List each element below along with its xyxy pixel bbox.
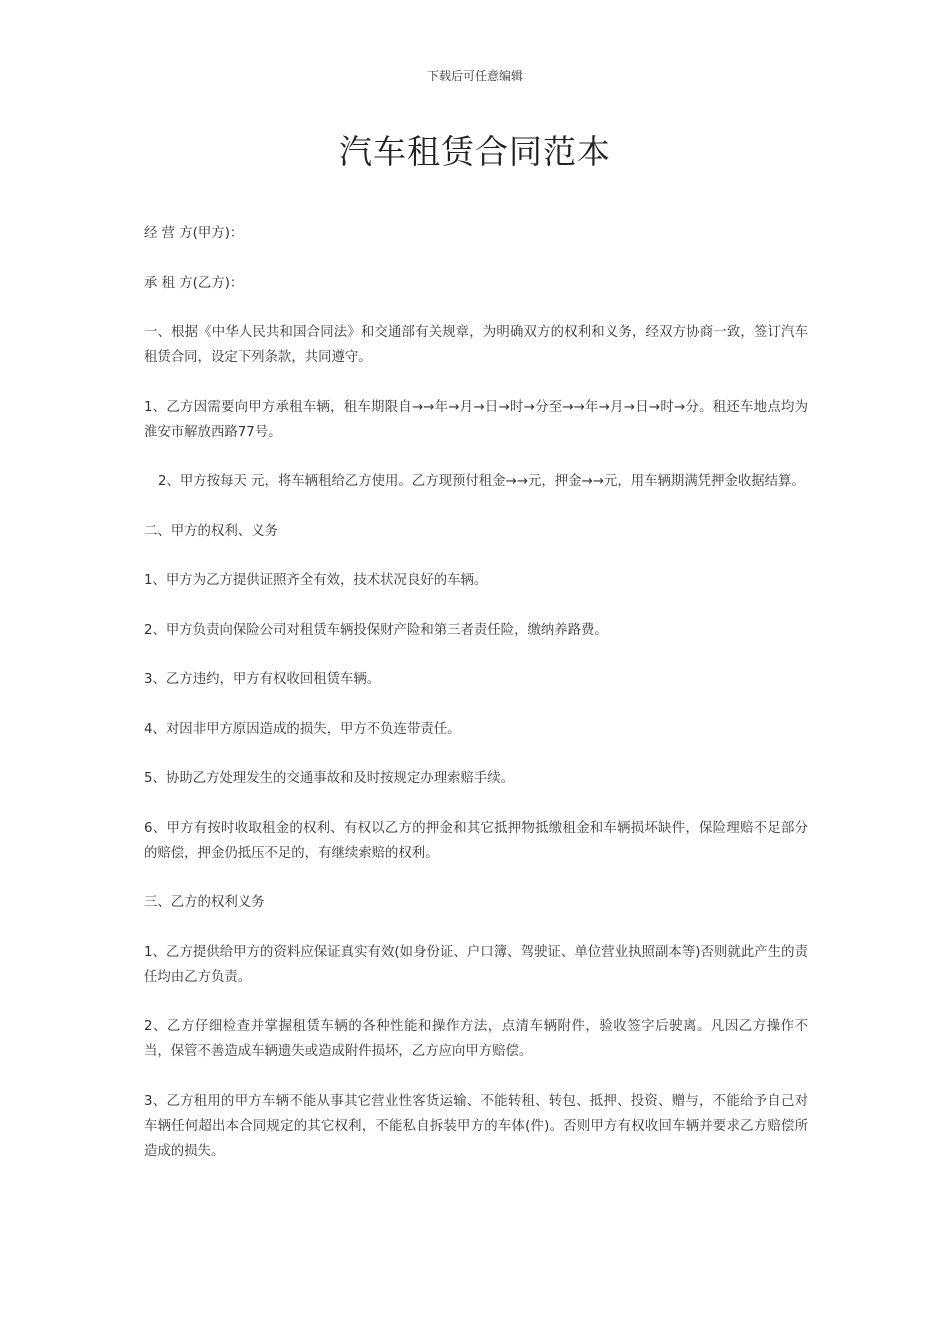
section-1-item-1: 1、乙方因需要向甲方承租车辆，租车期限自→→年→月→日→时→分至→→年→月→日→时→分。租还车地点均为淮安市解放西路77号。 [144, 399, 808, 440]
section-3-item-2: 2、乙方仔细检查并掌握租赁车辆的各种性能和操作方法，点清车辆附件，验收签字后驶离。凡因乙方操作不当，保管不善造成车辆遗失或造成附件损坏，乙方应向甲方赔偿。 [144, 1019, 808, 1059]
document-title: 汽车租赁合同范本 [339, 132, 611, 171]
party-a-line: 经 营 方(甲方)： [144, 226, 244, 241]
section-2-item-2: 2、甲方负责向保险公司对租赁车辆投保财产险和第三者责任险，缴纳养路费。 [144, 622, 608, 638]
section-2-item-1: 1、甲方为乙方提供证照齐全有效，技术状况良好的车辆。 [144, 573, 488, 588]
section-3-item-1: 1、乙方提供给甲方的资料应保证真实有效(如身份证、户口簿、驾驶证、单位营业执照副本等)否则就此产生的责任均由乙方负责。 [144, 944, 808, 985]
section-2-item-4: 4、对因非甲方原因造成的损失，甲方不负连带责任。 [144, 721, 461, 737]
section-2-item-6: 6、甲方有按时收取租金的权利、有权以乙方的押金和其它抵押物抵缴租金和车辆损坏缺件，保险理赔不足部分的赔偿，押金仍抵压不足的，有继续索赔的权利。 [144, 820, 808, 861]
header-note: 下载后可任意编辑 [426, 69, 523, 83]
section-2-item-3: 3、乙方违约，甲方有权收回租赁车辆。 [144, 672, 381, 687]
section-2-heading: 二、甲方的权利、义务 [144, 523, 278, 539]
section-2-item-5: 5、协助乙方处理发生的交通事故和及时按规定办理索赔手续。 [144, 771, 515, 786]
section-3-item-3: 3、乙方租用的甲方车辆不能从事其它营业性客货运输、不能转租、转包、抵押、投资、赠与，不能给予自己对车辆任何超出本合同规定的其它权利，不能私自拆装甲方的车体(件)。否则甲方有权收回车辆并要求乙方赔偿所造成的损失。 [144, 1093, 808, 1159]
party-b-line: 承 租 方(乙方)： [144, 275, 244, 291]
section-1-item-2: 2、甲方按每天 元，将车辆租给乙方使用。乙方现预付租金→→元，押金→→元，用车辆期满凭押金收据结算。 [158, 474, 805, 489]
section-3-heading: 三、乙方的权利义务 [144, 895, 265, 910]
contract-body [144, 221, 808, 1188]
section-1-intro: 一、根据《中华人民共和国合同法》和交通部有关规章，为明确双方的权利和义务，经双方协商一致，签订汽车租赁合同，设定下列条款，共同遵守。 [144, 325, 808, 365]
